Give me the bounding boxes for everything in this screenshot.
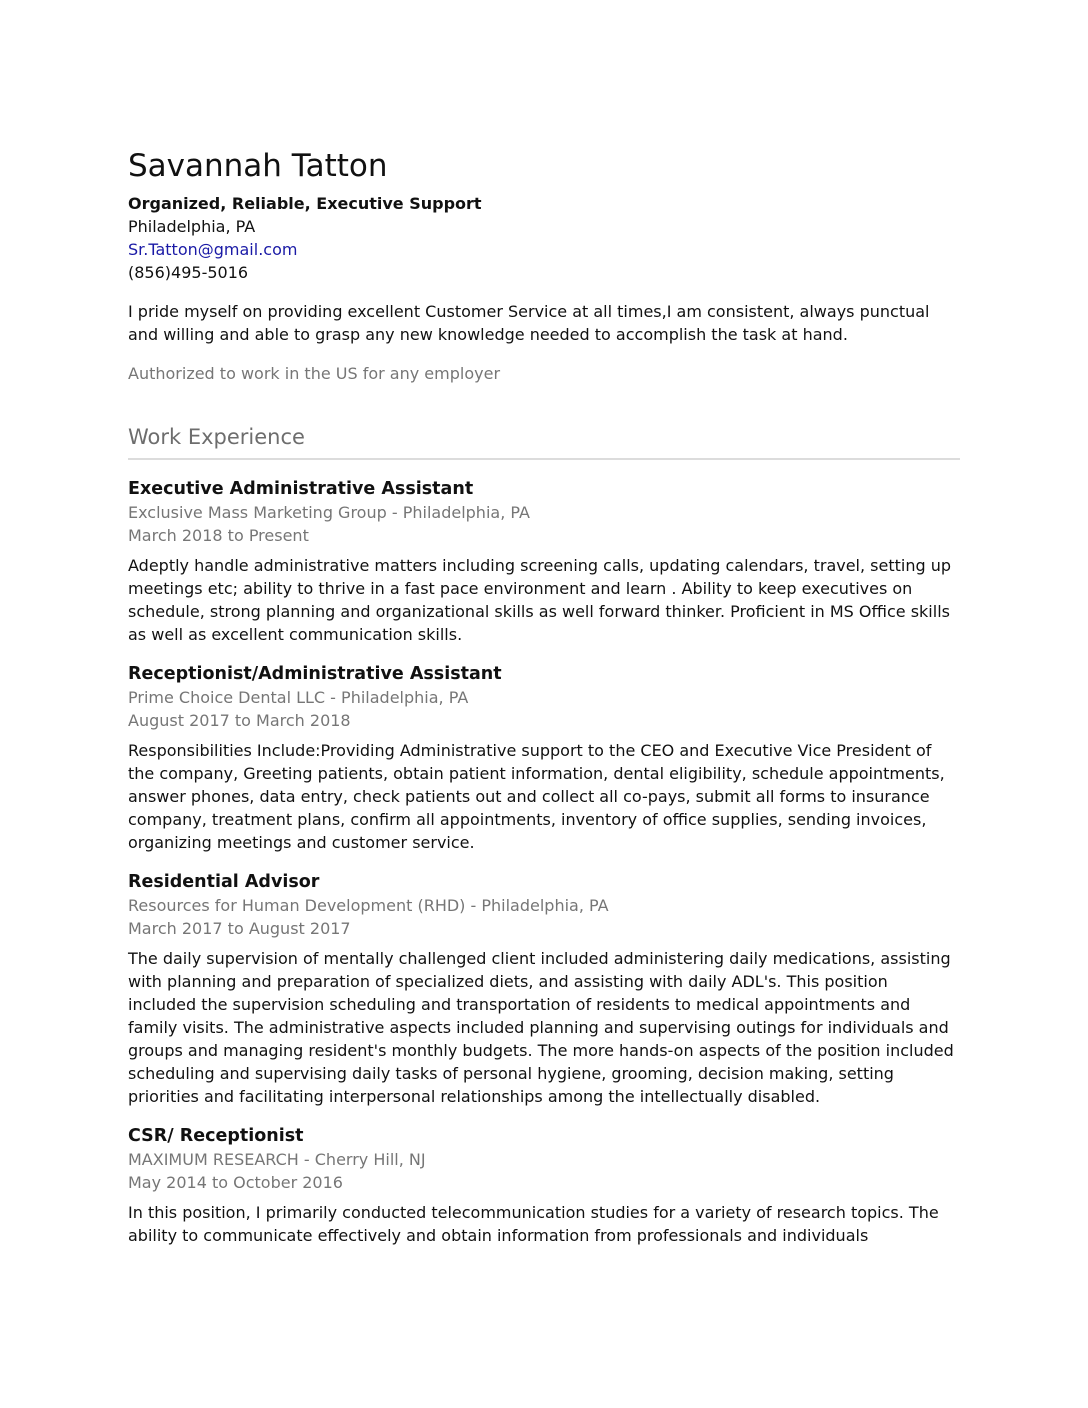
job-entry	[128, 662, 960, 854]
job-location: Philadelphia, PA	[341, 688, 469, 707]
resume-page	[128, 142, 960, 1247]
job-title: Receptionist/Administrative Assistant	[128, 664, 502, 684]
job-company: Prime Choice Dental LLC	[128, 688, 326, 707]
job-company-location: MAXIMUM RESEARCH - Cherry Hill, NJ	[128, 1150, 426, 1169]
job-entry	[128, 870, 960, 1108]
job-title: Residential Advisor	[128, 872, 320, 892]
job-entry	[128, 477, 960, 646]
job-description: Adeptly handle administrative matters including screening calls, updating calendars, travel, setting up meetings etc; ability to thrive in a fast pace environment and learn . Ability to keep executives on schedule, strong planning and organizational skills as well forward thinker. Proficient in MS Office skills as well as excellent communication skills.	[128, 556, 952, 644]
job-title: CSR/ Receptionist	[128, 1126, 304, 1146]
job-description: Responsibilities Include:Providing Administrative support to the CEO and Executive Vice President of the company, Greeting patients, obtain patient information, dental eligibility, schedule appointments, answer phones, data entry, check patients out and collect all co-pays, submit all forms to insurance company, treatment plans, confirm all appointments, inventory of office supplies, sending invoices, organizing meetings and customer service.	[128, 741, 945, 852]
candidate-headline: Organized, Reliable, Executive Support	[128, 194, 482, 213]
job-description: In this position, I primarily conducted telecommunication studies for a variety of research topics. The ability to communicate effectively and obtain information from professionals and individuals	[128, 1203, 939, 1245]
job-company-location: Prime Choice Dental LLC - Philadelphia, PA	[128, 688, 469, 707]
job-entry	[128, 1124, 960, 1247]
job-company-location: Resources for Human Development (RHD) - Philadelphia, PA	[128, 896, 609, 915]
job-dates: March 2017 to August 2017	[128, 919, 351, 938]
job-dates: March 2018 to Present	[128, 526, 309, 545]
job-location: Philadelphia, PA	[402, 503, 530, 522]
work-experience-heading: Work Experience	[128, 422, 960, 460]
job-location: Cherry Hill, NJ	[314, 1150, 426, 1169]
candidate-phone: (856)495-5016	[128, 263, 249, 282]
job-description: The daily supervision of mentally challenged client included administering daily medications, assisting with planning and preparation of specialized diets, and assisting with daily ADL's. This position included the supervision scheduling and transportation of residents to medical appointments and family visits. The administrative aspects included planning and supervising outings for individuals and groups and managing resident's monthly budgets. The more hands-on aspects of the position included scheduling and supervising daily tasks of personal hygiene, grooming, decision making, setting priorities and facilitating interpersonal relationships among the intellectually disabled.	[128, 949, 954, 1106]
job-company: MAXIMUM RESEARCH	[128, 1150, 299, 1169]
job-dates: May 2014 to October 2016	[128, 1173, 343, 1192]
work-authorization: Authorized to work in the US for any employer	[128, 364, 501, 383]
candidate-summary: I pride myself on providing excellent Customer Service at all times,I am consistent, always punctual and willing and able to grasp any new knowledge needed to accomplish the task at hand.	[128, 302, 930, 344]
candidate-name: Savannah Tatton	[128, 148, 388, 184]
candidate-email-link[interactable]: Sr.Tatton@gmail.com	[128, 240, 298, 259]
candidate-location: Philadelphia, PA	[128, 217, 256, 236]
job-company-location: Exclusive Mass Marketing Group - Philadelphia, PA	[128, 503, 530, 522]
job-company: Exclusive Mass Marketing Group	[128, 503, 387, 522]
job-title: Executive Administrative Assistant	[128, 479, 474, 499]
job-location: Philadelphia, PA	[481, 896, 609, 915]
job-dates: August 2017 to March 2018	[128, 711, 351, 730]
job-company: Resources for Human Development (RHD)	[128, 896, 466, 915]
